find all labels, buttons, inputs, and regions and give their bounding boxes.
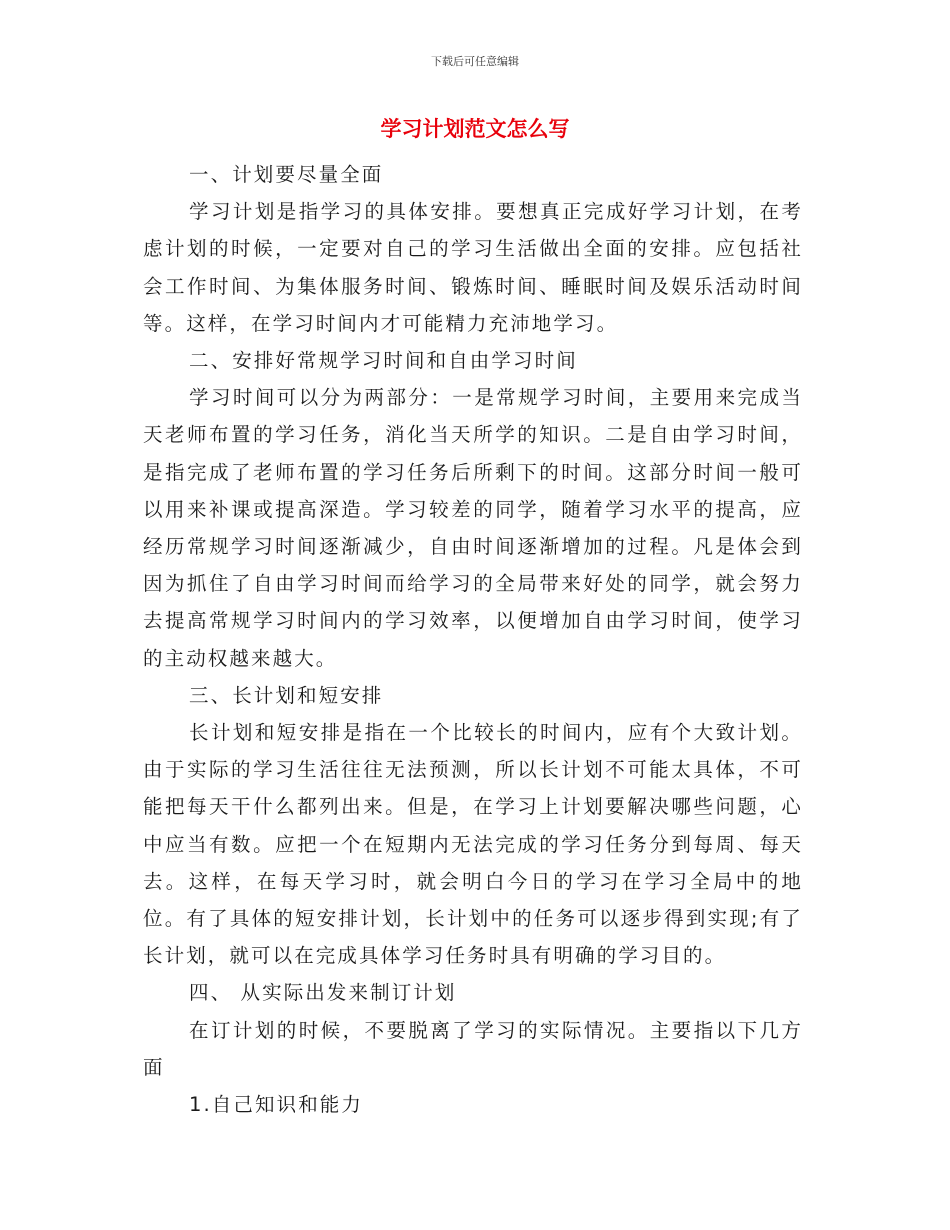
document-body [143,156,803,1123]
section-heading-2: 二、安排好常规学习时间和自由学习时间 [189,349,578,373]
paragraph-3: 长计划和短安排是指在一个比较长的时间内，应有个大致计划。由于实际的学习生活往往无法预测，所以长计划不可能太具体，不可能把每天干什么都列出来。但是，在学习上计划要解决哪些问题，心中应当有数。应把一个在短期内无法完成的学习任务分到每周、每天去。这样，在每天学习时，就会明白今日的学习在学习全局中的地位。有了具体的短安排计划，长计划中的任务可以逐步得到实现;有了长计划，就可以在完成具体学习任务时具有明确的学习目的。 [143,721,803,968]
section-heading-3: 三、长计划和短安排 [189,683,384,707]
document-title: 学习计划范文怎么写 [380,117,570,141]
paragraph-1: 学习计划是指学习的具体安排。要想真正完成好学习计划，在考虑计划的时候，一定要对自己的学习生活做出全面的安排。应包括社会工作时间、为集体服务时间、锻炼时间、睡眠时间及娱乐活动时间等。这样，在学习时间内才可能精力充沛地学习。 [143,200,803,335]
paragraph-4: 在订计划的时候，不要脱离了学习的实际情况。主要指以下几方面 [143,1018,803,1079]
paragraph-2: 学习时间可以分为两部分：一是常规学习时间，主要用来完成当天老师布置的学习任务，消化当天所学的知识。二是自由学习时间，是指完成了老师布置的学习任务后所剩下的时间。这部分时间一般可以用来补课或提高深造。学习较差的同学，随着学习水平的提高，应经历常规学习时间逐渐减少，自由时间逐渐增加的过程。凡是体会到因为抓住了自由学习时间而给学习的全局带来好处的同学，就会努力去提高常规学习时间内的学习效率，以便增加自由学习时间，使学习的主动权越来越大。 [143,386,803,670]
section-heading-1: 一、计划要尽量全面 [189,163,384,186]
list-item-1: 1.自己知识和能力 [189,1093,364,1117]
section-heading-4: 四、 从实际出发来制订计划 [189,981,457,1005]
header-note: 下载后可任意编辑 [431,55,519,68]
